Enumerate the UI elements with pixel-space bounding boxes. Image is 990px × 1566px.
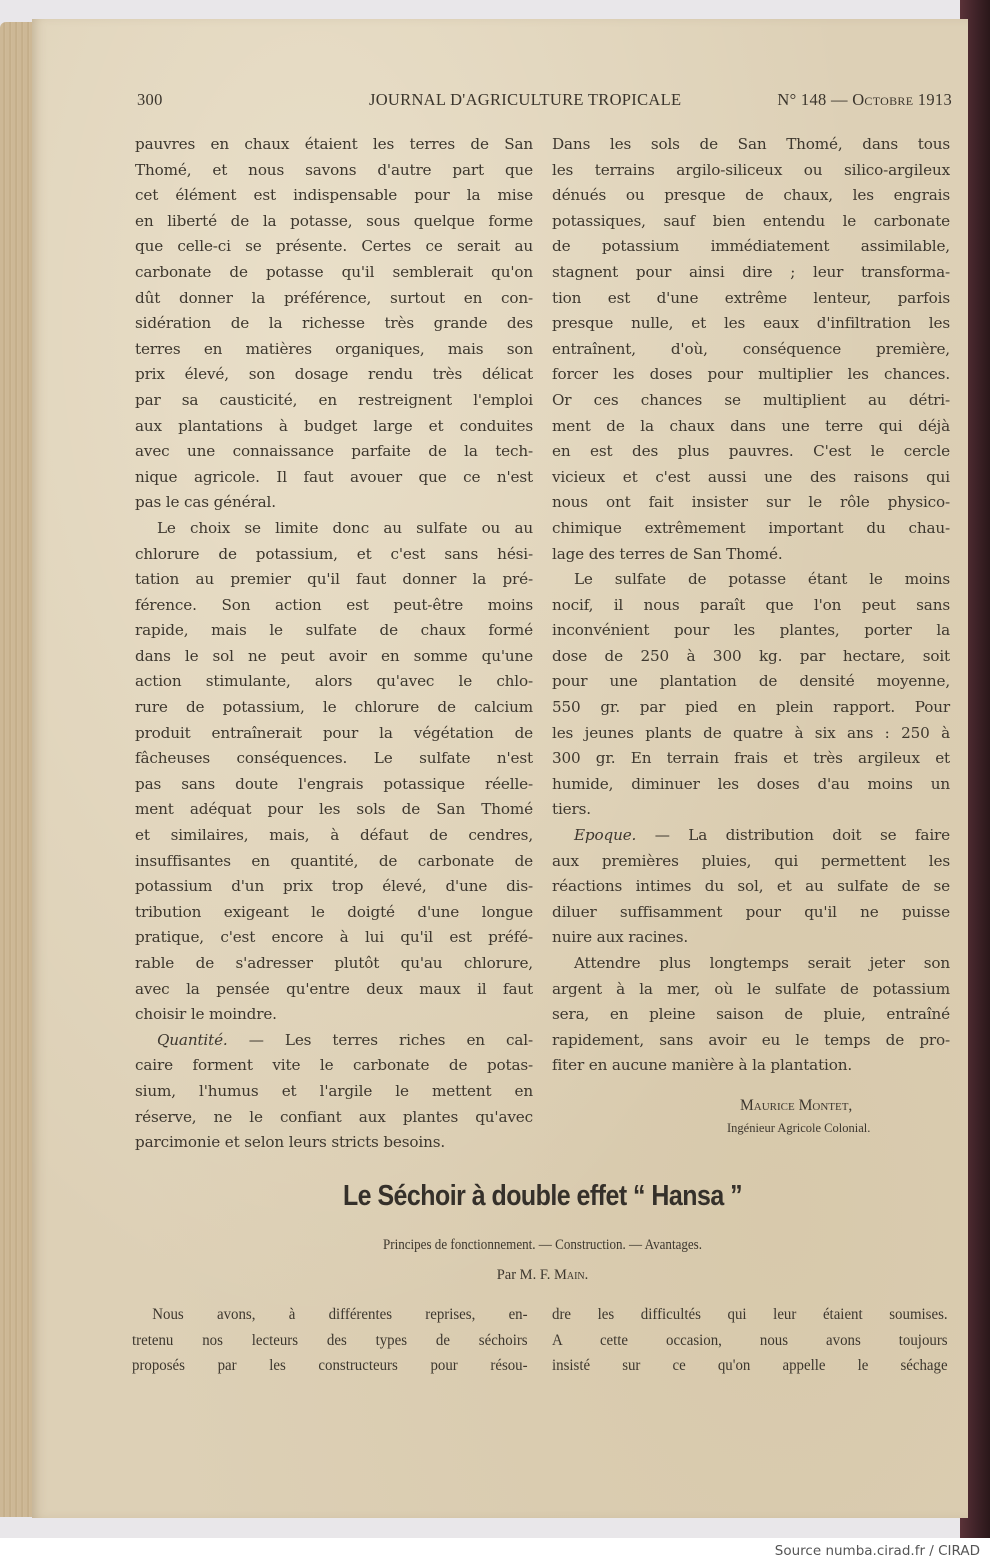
journal-title: JOURNAL D'AGRICULTURE TROPICALE (369, 90, 682, 109)
text-line: tretenu nos lecteurs des types de séchoirs (132, 1330, 528, 1349)
text-line: et similaires, mais, à défaut de cendres, (135, 826, 533, 845)
text-line: sidération de la richesse très grande des (135, 314, 533, 333)
text-line: les terrains argilo-siliceux ou silico-argileux (552, 160, 950, 179)
text-line: tiers. (552, 800, 591, 819)
text-line: Nous avons, à différentes reprises, en- (152, 1305, 528, 1323)
paragraph (135, 516, 533, 1028)
text-line: Dans les sols de San Thomé, dans tous (552, 135, 950, 153)
issue-number: N° 148 — (777, 90, 848, 109)
issue-month: Octobre (852, 90, 914, 109)
text-line: réserve, ne le confiant aux plantes qu'avec (135, 1107, 533, 1126)
article-byline (135, 1267, 950, 1284)
text-line: tribution exigeant le doigté d'une longue (135, 902, 533, 921)
text-line: insisté sur ce qu'on appelle le séchage (552, 1356, 948, 1374)
text-line: rable de s'adresser plutôt qu'au chlorure, (135, 954, 533, 972)
text-line: dose de 250 à 300 kg. par hectare, soit (552, 646, 950, 665)
text-line: sium, l'humus et l'argile le mettent en (135, 1081, 533, 1100)
text-line: pauvres en chaux étaient les terres de San (135, 135, 533, 153)
text-line: dans le sol ne peut avoir en somme qu'une (135, 646, 533, 665)
article1-left-column (135, 132, 533, 1156)
text-line: nocif, il nous paraît que l'on peut sans (552, 595, 950, 614)
text-line: A cette occasion, nous avons toujours (552, 1330, 948, 1349)
text-line: pratique, c'est encore à lui qu'il est préfé- (135, 928, 533, 947)
text-line: rapidement, sans avoir eu le temps de pro- (552, 1030, 950, 1049)
text-line: tation au premier qu'il faut donner la pré- (135, 570, 533, 589)
text-line: stagnent pour ainsi dire ; leur transforma- (552, 262, 950, 281)
article-title: Le Séchoir à double effet “ Hansa ” (342, 1180, 743, 1212)
paragraph (552, 567, 950, 823)
text-line: parcimonie et selon leurs stricts besoins. (135, 1133, 446, 1152)
text-line: terres en matières organiques, mais son (135, 339, 533, 358)
running-head (137, 90, 952, 112)
text-line: ment adéquat pour les sols de San Thomé (135, 800, 533, 819)
issue-year: 1913 (917, 90, 952, 109)
text-line: avec une connaissance parfaite de la tech- (135, 442, 533, 461)
text-line: produit entraînerait pour la végétation de (135, 723, 533, 742)
text-line: avec la pensée qu'entre deux maux il faut (135, 979, 533, 998)
text-line: en est des plus pauvres. C'est le cercle (552, 442, 950, 461)
text-line: ment de la chaux dans une terre qui déjà (552, 416, 950, 435)
text-line: carbonate de potasse qu'il semblerait qu'on (135, 262, 533, 281)
text-line: Thomé, et nous savons d'autre part que (135, 160, 533, 179)
source-caption: Source numba.cirad.fr / CIRAD (774, 1543, 980, 1559)
text-line-rest: — Les terres riches en cal- (227, 1030, 533, 1049)
article1-right-column (552, 132, 950, 1079)
text-line (552, 823, 950, 849)
text-line: pour une plantation de densité moyenne, (552, 672, 950, 691)
text-line: sera, en pleine saison de pluie, entraîné (552, 1005, 950, 1024)
text-line: férence. Son action est peut-être moins (135, 595, 533, 614)
text-line: argent à la mer, où le sulfate de potassium (552, 979, 950, 998)
text-line-rest: — La distribution doit se faire (636, 826, 950, 845)
text-line: 300 gr. En terrain frais et très argileux et (552, 749, 950, 768)
text-line: presque nulle, et les eaux d'infiltration les (552, 314, 950, 333)
text-line: lage des terres de San Thomé. (552, 544, 783, 563)
byline-prefix: Par M. F. (496, 1267, 551, 1283)
text-line: rapide, mais le sulfate de chaux formé (135, 621, 533, 640)
paragraph (552, 951, 950, 1079)
text-line: Or ces chances se multiplient au détri- (552, 390, 950, 409)
author-title: Ingénieur Agricole Colonial. (727, 1121, 871, 1135)
byline-name: Main. (553, 1267, 589, 1283)
text-line: choisir le moindre. (135, 1005, 277, 1024)
text-line: les jeunes plants de quatre à six ans : 250 à (552, 723, 950, 742)
text-line: Le choix se limite donc au sulfate ou au (157, 518, 533, 537)
text-line: pas sans doute l'engrais potassique réelle- (135, 774, 533, 793)
text-line: en liberté de la potasse, sous quelque forme (135, 211, 533, 230)
text-line: 550 gr. par pied en plein rapport. Pour (552, 698, 950, 717)
text-line: diluer suffisamment pour qu'il ne puisse (552, 902, 950, 921)
article2-right-column (552, 1302, 948, 1379)
text-line: réactions intimes du sol, et au sulfate de se (552, 877, 950, 896)
text-line: caire forment vite le carbonate de potas- (135, 1056, 533, 1075)
text-line: fâcheuses conséquences. Le sulfate n'est (135, 749, 533, 768)
text-line: tion est d'une extrême lenteur, parfois (552, 288, 950, 307)
author-name: Maurice Montet, (740, 1097, 853, 1114)
section-label: Quantité. (157, 1030, 228, 1049)
text-line: dénués ou presque de chaux, les engrais (552, 186, 950, 205)
text-line: Attendre plus longtemps serait jeter son (574, 954, 950, 972)
text-line: potassiques, sauf bien entendu le carbonate (552, 211, 950, 230)
text-line: entraînent, d'où, conséquence première, (552, 339, 950, 358)
text-line: par sa causticité, en restreignent l'emploi (135, 390, 533, 409)
text-line: que celle-ci se présente. Certes ce serait au (135, 237, 533, 256)
text-line: pas le cas général. (135, 493, 276, 512)
text-line: fiter en aucune manière à la plantation. (552, 1056, 853, 1075)
text-line: nique agricole. Il faut avouer que ce n'est (135, 467, 533, 486)
text-line: chimique extrêmement important du chau- (552, 518, 950, 537)
article-subtitle: Principes de fonctionnement. — Construction. — Avantages. (382, 1237, 703, 1253)
section-label: Epoque. (574, 826, 637, 845)
paragraph (135, 1028, 533, 1156)
author-signature (552, 1097, 950, 1136)
paragraph (552, 132, 950, 567)
text-line: chlorure de potassium, et c'est sans hési- (135, 544, 533, 563)
page-number: 300 (137, 90, 163, 109)
text-line: nuire aux racines. (552, 928, 689, 947)
text-line: action stimulante, alors qu'avec le chlo- (135, 672, 533, 691)
text-line: dût donner la préférence, surtout en con- (135, 288, 533, 307)
text-line: inconvénient pour les plantes, porter la (552, 621, 950, 640)
text-line (135, 1028, 533, 1054)
text-line: cet élément est indispensable pour la mise (135, 186, 533, 205)
text-line: vicieux et c'est aussi une des raisons qui (552, 467, 950, 486)
paragraph (135, 132, 533, 516)
text-line: forcer les doses pour multiplier les chances. (552, 365, 950, 384)
text-line: rure de potassium, le chlorure de calcium (135, 698, 533, 717)
text-line: humide, diminuer les doses d'au moins un (552, 774, 950, 793)
text-line: aux premières pluies, qui permettent les (552, 851, 950, 870)
text-line: Le sulfate de potasse étant le moins (574, 570, 950, 589)
issue-info (777, 90, 952, 110)
paragraph (552, 823, 950, 951)
text-line: nous ont fait insister sur le rôle physico- (552, 493, 950, 512)
article2-left-column (132, 1302, 528, 1379)
text-line: proposés par les constructeurs pour résou- (132, 1356, 528, 1374)
text-line: prix élevé, son dosage rendu très délicat (135, 365, 533, 384)
text-line: de potassium immédiatement assimilable, (552, 237, 950, 256)
text-line: potassium d'un prix trop élevé, d'une dis- (135, 877, 533, 896)
text-line: aux plantations à budget large et conduites (135, 416, 533, 435)
text-line: insuffisantes en quantité, de carbonate de (135, 851, 533, 870)
text-line: dre les difficultés qui leur étaient soumises. (552, 1305, 948, 1323)
